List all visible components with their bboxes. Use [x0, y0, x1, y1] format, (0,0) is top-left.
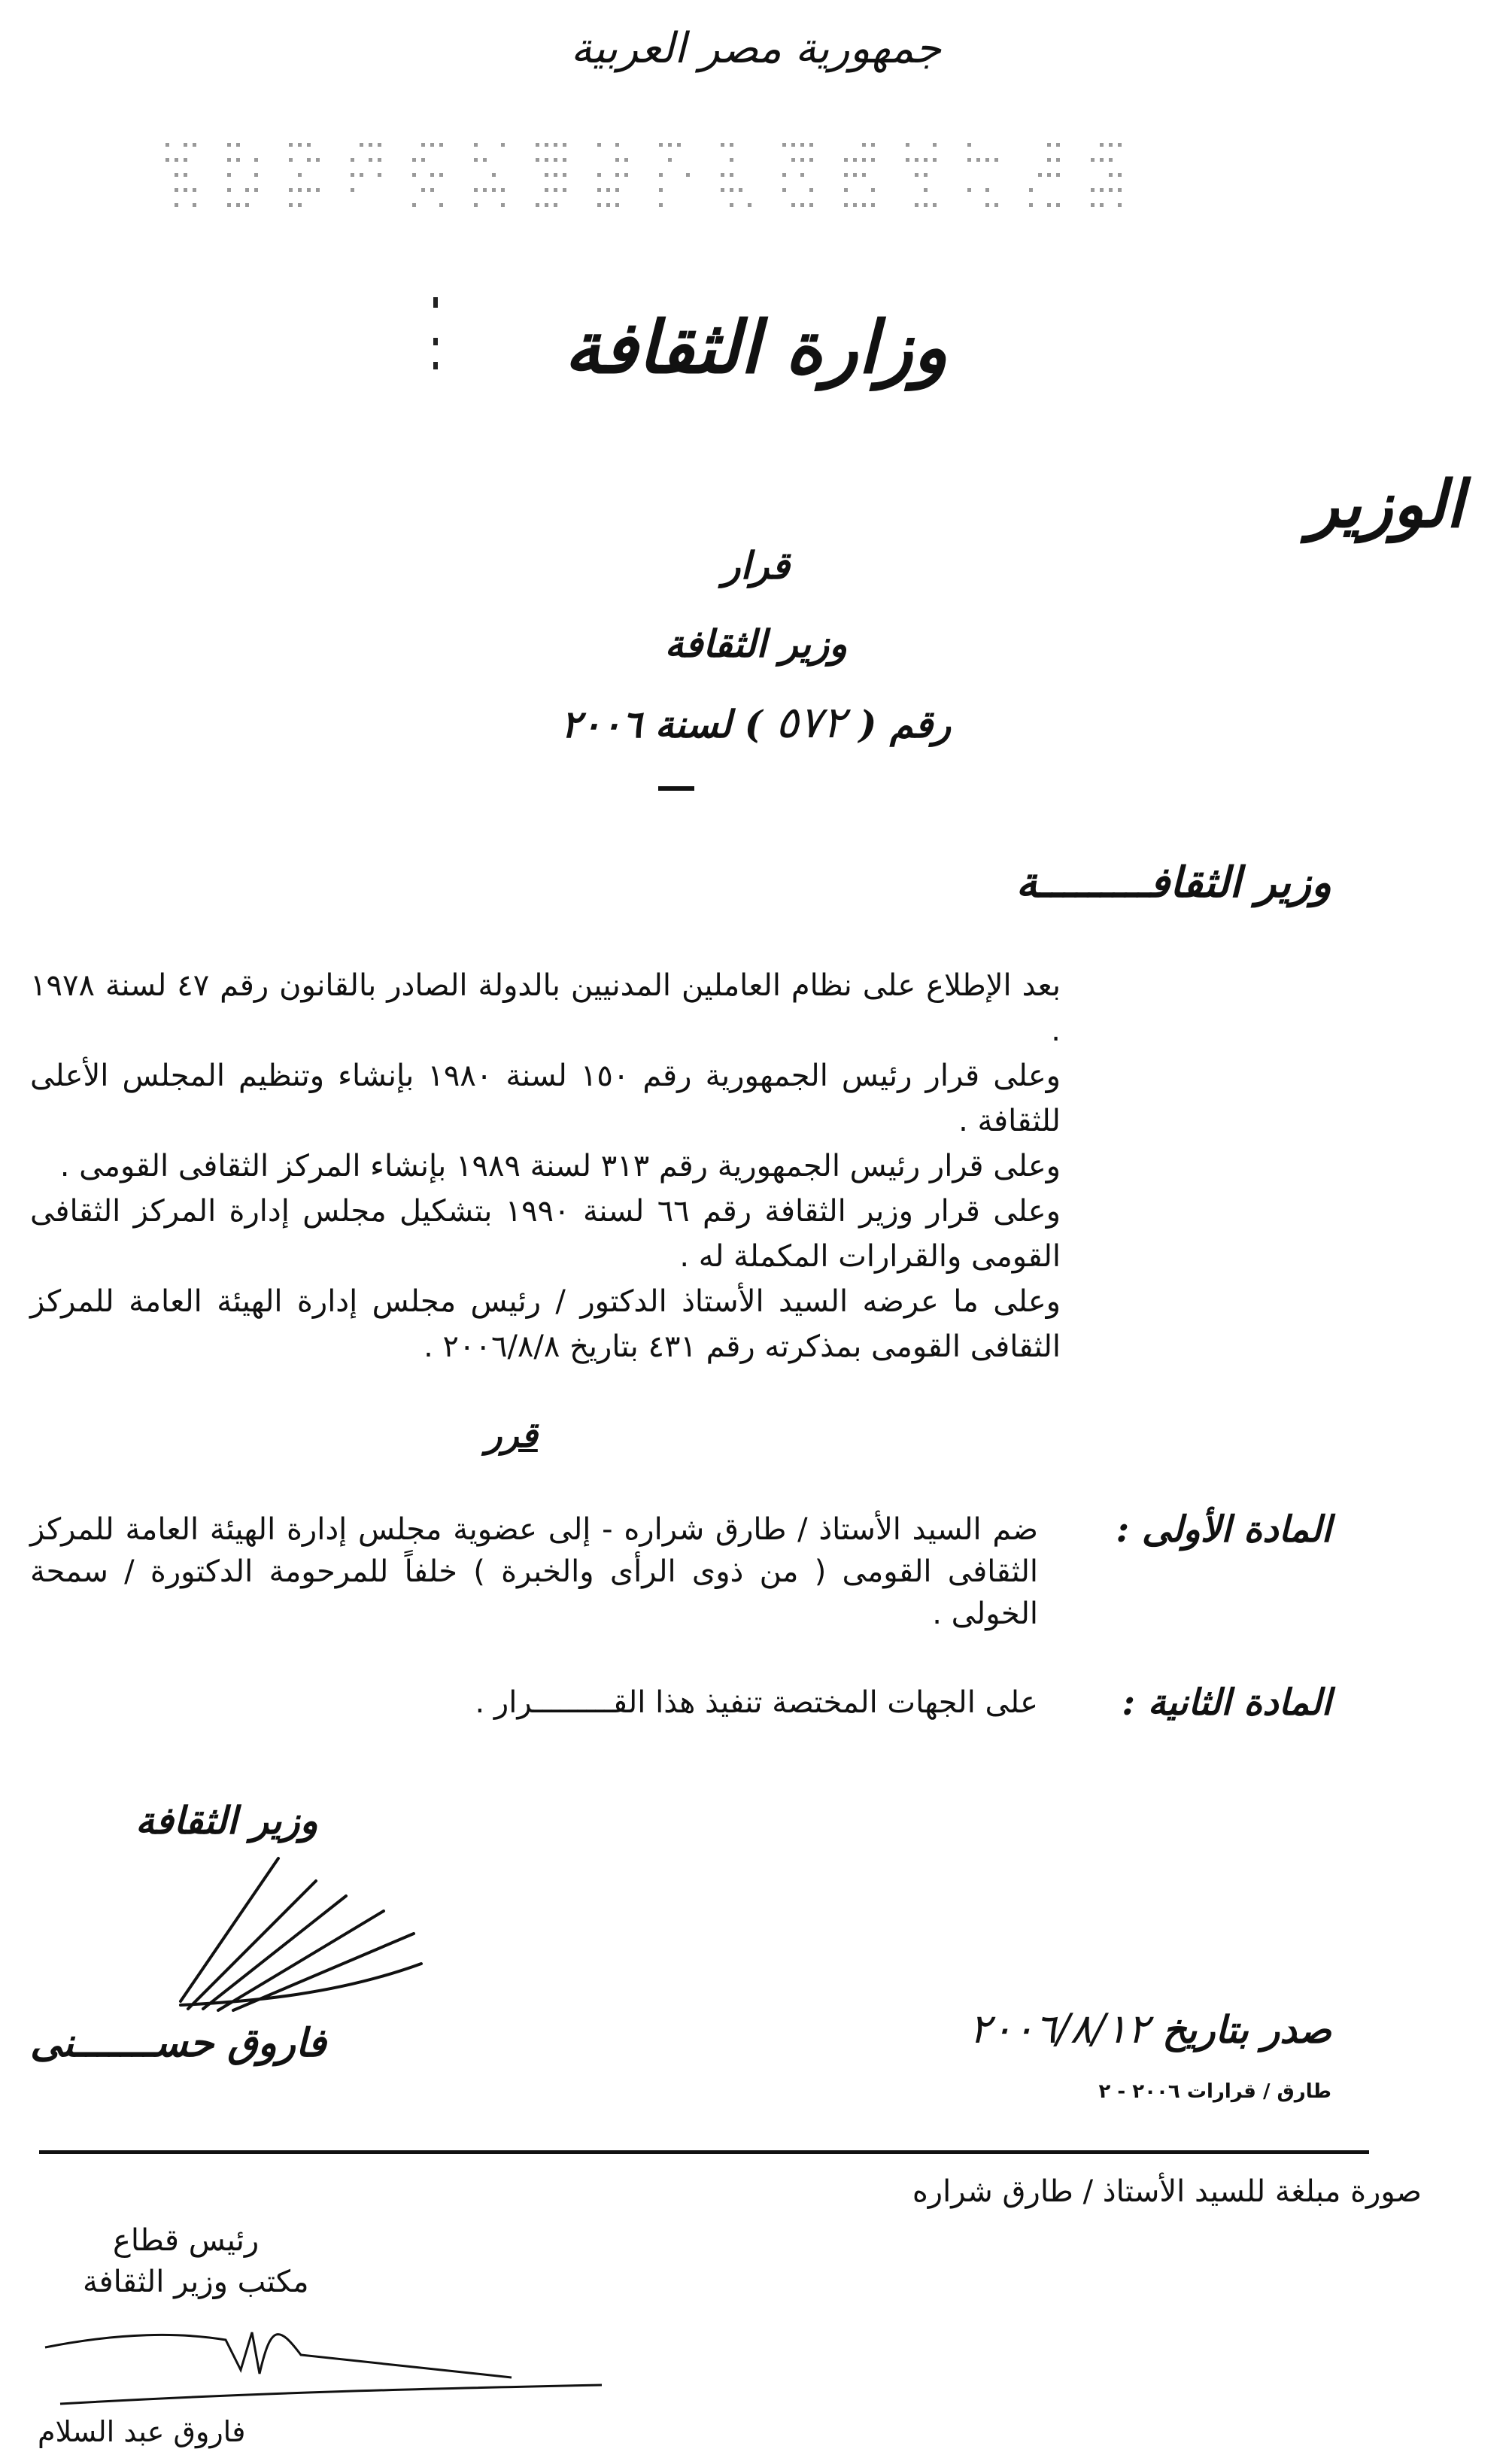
office-signatory: فاروق عبد السلام	[38, 2415, 246, 2448]
copy-to-line: صورة مبلغة للسيد الأستاذ / طارق شراره	[912, 2174, 1422, 2209]
file-reference: طارق / قرارات ٢٠٠٦ - ٢	[1098, 2080, 1331, 2103]
decree-title	[0, 527, 1512, 764]
letterhead-republic: جمهورية مصر العربية	[570, 24, 942, 73]
faded-stamp-dots	[150, 135, 1166, 218]
office-line-1: رئيس قطاع	[113, 2223, 260, 2258]
preamble-clause: وعلى قرار رئيس الجمهورية رقم ١٥٠ لسنة ١٩٨٠ بإنشاء وتنظيم المجلس الأعلى للثقافة .	[30, 1059, 1061, 1138]
issue-date-line	[969, 2005, 1331, 2052]
decree-number: ٥٧٢	[775, 697, 846, 748]
article-2-label: المادة الثانية :	[1122, 1682, 1331, 1724]
issue-date-label: صدر بتاريخ	[1162, 2007, 1331, 2052]
decree-title-line2: وزير الثقافة	[664, 621, 848, 666]
preamble	[30, 963, 1061, 1369]
minister-signature	[165, 1851, 436, 2024]
office-line-2: مكتب وزير الثقافة	[83, 2265, 309, 2299]
preamble-clause: وعلى قرار رئيس الجمهورية رقم ٣١٣ لسنة ١٩٨٩ بإنشاء المركز الثقافى القومى .	[59, 1149, 1061, 1183]
horizontal-rule	[39, 2150, 1369, 2154]
office-signature	[30, 2302, 602, 2408]
letterhead-minister: الوزير	[1307, 466, 1464, 542]
preamble-clause: وعلى قرار وزير الثقافة رقم ٦٦ لسنة ١٩٩٠ بتشكيل مجلس إدارة المركز الثقافى القومى والقرارات المكملة له .	[30, 1194, 1061, 1274]
opening-authority: وزير الثقافـــــــــة	[1016, 858, 1331, 907]
decree-number-prefix: رقم (	[858, 702, 952, 746]
decree-number-line	[0, 683, 1512, 764]
signature-title: وزير الثقافة	[135, 1798, 318, 1843]
article-1-label: المادة الأولى :	[1116, 1509, 1331, 1551]
article-2-text: على الجهات المختصة تنفيذ هذا القـــــــــرار .	[475, 1685, 1038, 1720]
title-separator	[658, 786, 694, 791]
letterhead-ministry: وزارة الثقافة	[564, 305, 948, 390]
decided-heading: قرر	[485, 1414, 538, 1455]
decree-number-suffix: ) لسنة ٢٠٠٦	[560, 702, 763, 746]
article-1-text: ضم السيد الأستاذ / طارق شراره - إلى عضوية مجلس إدارة الهيئة العامة للمركز الثقافى القومى ( من ذوى الرأى والخبرة ) خلفاً للمرحومة الدكتورة / سمحة الخولى .	[30, 1512, 1038, 1631]
decree-title-line1: قرار	[722, 543, 790, 588]
preamble-clause: وعلى ما عرضه السيد الأستاذ الدكتور / رئيس مجلس إدارة الهيئة العامة للمركز الثقافى القومى بمذكرته رقم ٤٣١ بتاريخ ٢٠٠٦/٨/٨ .	[30, 1284, 1061, 1364]
signatory-name: فاروق حســـــــنى	[30, 2020, 326, 2066]
issue-date: ٢٠٠٦/٨/١٢	[969, 2005, 1149, 2052]
preamble-clause: بعد الإطلاع على نظام العاملين المدنيين بالدولة الصادر بالقانون رقم ٤٧ لسنة ١٩٧٨ .	[30, 968, 1061, 1048]
